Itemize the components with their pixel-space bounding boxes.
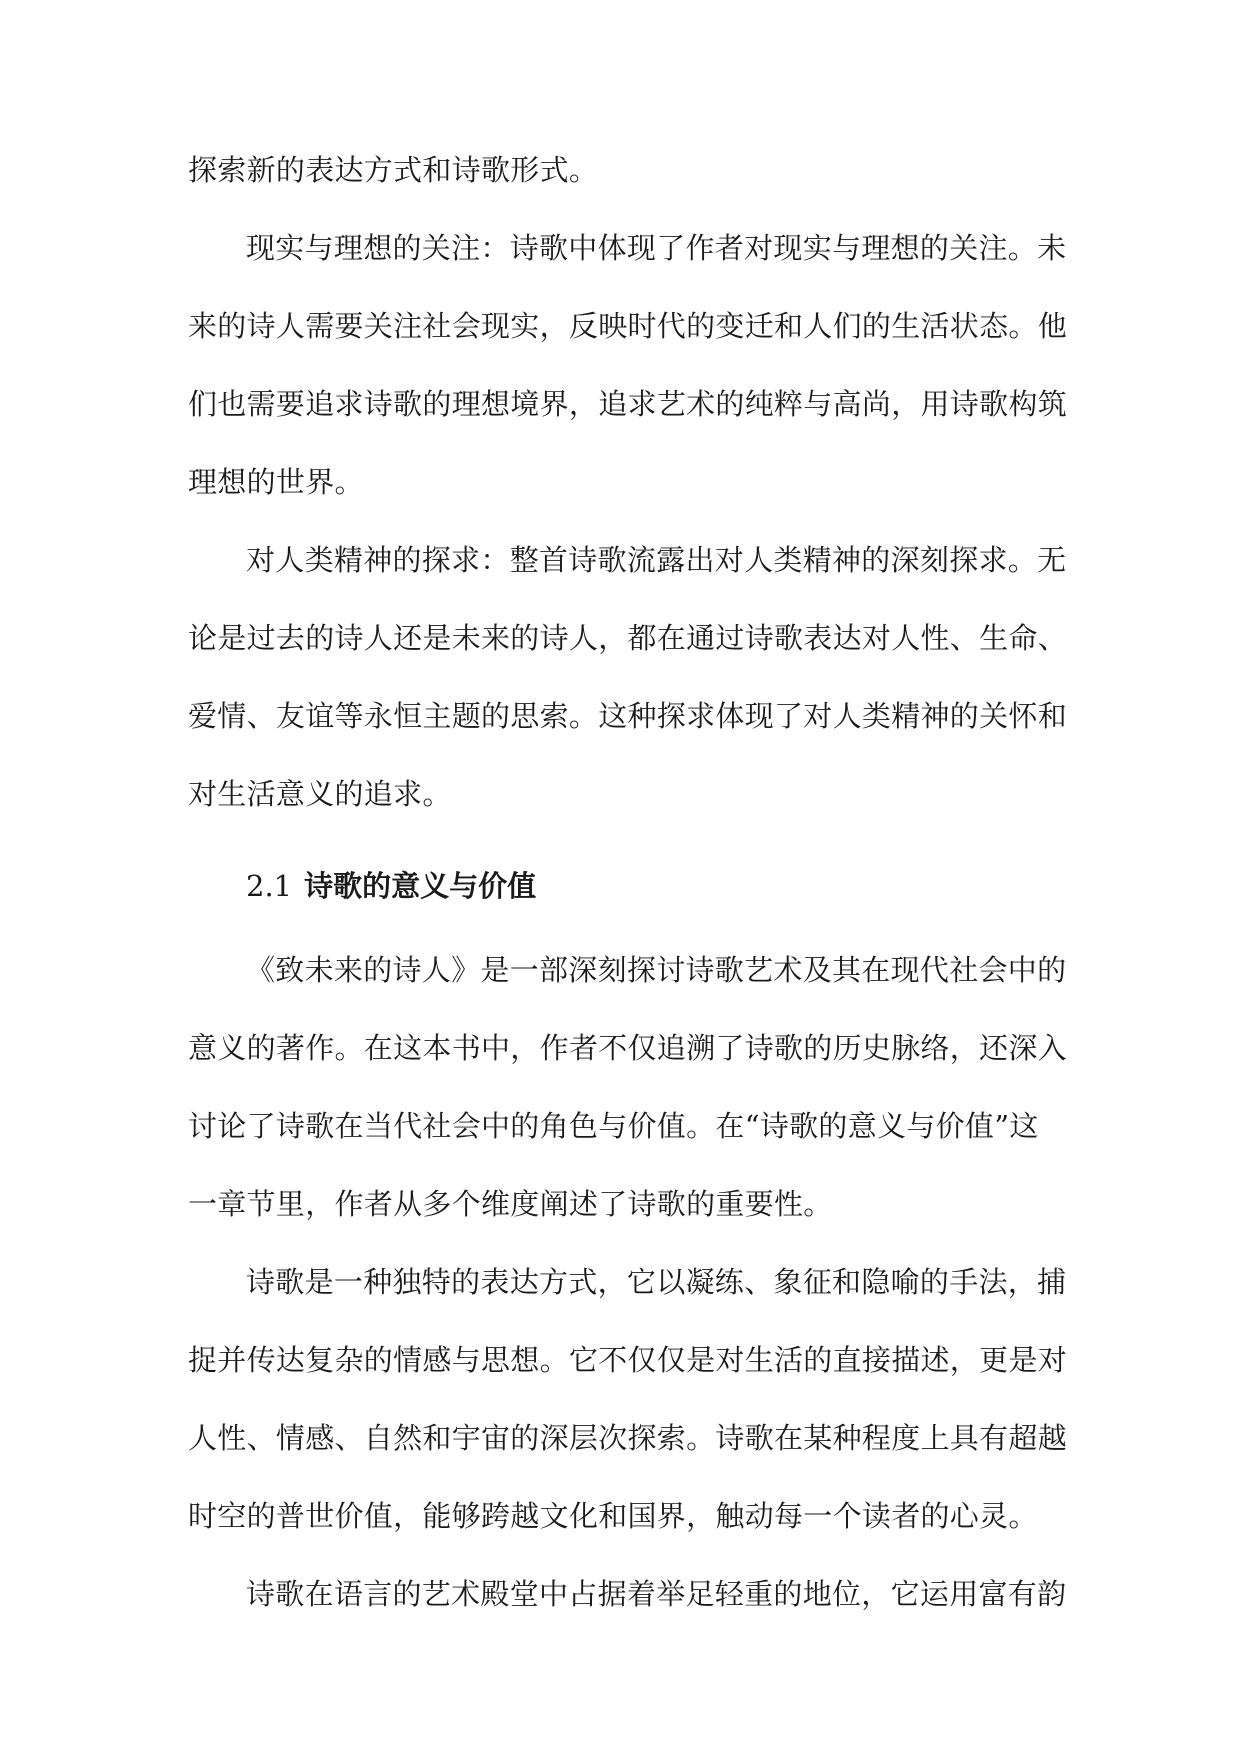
paragraph-line: 理想的世界。 [188,465,364,499]
section-title: 诗歌的意义与价值 [304,869,537,903]
paragraph-line: 对生活意义的追求。 [188,777,452,811]
section-number: 2.1 [246,869,293,903]
paragraph-line: 论是过去的诗人还是未来的诗人，都在通过诗歌表达对人性、生命、 [188,621,1068,655]
paragraph-line: 《致未来的诗人》是一部深刻探讨诗歌艺术及其在现代社会中的 [246,953,1067,987]
paragraph-line: 人性、情感、自然和宇宙的深层次探索。诗歌在某种程度上具有超越 [188,1421,1068,1455]
section-heading [246,868,536,904]
paragraph-line: 诗歌在语言的艺术殿堂中占据着举足轻重的地位，它运用富有韵 [246,1577,1067,1611]
paragraph-line: 对人类精神的探求：整首诗歌流露出对人类精神的深刻探求。无 [246,543,1067,577]
paragraph-line: 意义的著作。在这本书中，作者不仅追溯了诗歌的历史脉络，还深入 [188,1031,1068,1065]
paragraph-line: 捉并传达复杂的情感与思想。它不仅仅是对生活的直接描述，更是对 [188,1343,1068,1377]
paragraph-line: 爱情、友谊等永恒主题的思索。这种探求体现了对人类精神的关怀和 [188,699,1068,733]
paragraph-line: 们也需要追求诗歌的理想境界，追求艺术的纯粹与高尚，用诗歌构筑 [188,387,1068,421]
paragraph-line: 来的诗人需要关注社会现实，反映时代的变迁和人们的生活状态。他 [188,309,1068,343]
paragraph-line: 一章节里，作者从多个维度阐述了诗歌的重要性。 [188,1187,833,1221]
paragraph-line: 时空的普世价值，能够跨越文化和国界，触动每一个读者的心灵。 [188,1499,1038,1533]
paragraph-line: 探索新的表达方式和诗歌形式。 [188,153,599,187]
paragraph-line: 讨论了诗歌在当代社会中的角色与价值。在“诗歌的意义与价值”这 [188,1109,1039,1143]
paragraph-line: 诗歌是一种独特的表达方式，它以凝练、象征和隐喻的手法，捕 [246,1265,1067,1299]
paragraph-line: 现实与理想的关注：诗歌中体现了作者对现实与理想的关注。未 [246,231,1067,265]
